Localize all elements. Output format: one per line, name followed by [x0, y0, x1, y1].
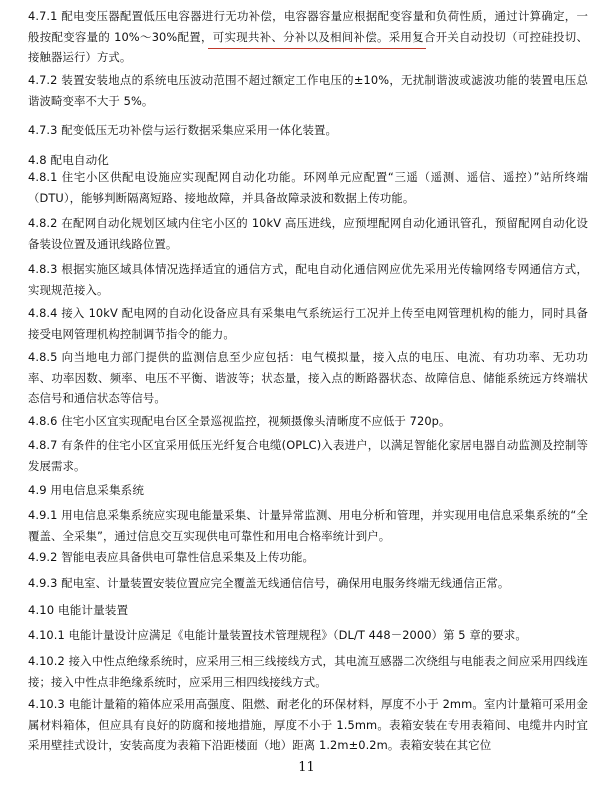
- para-4-8-7: 4.8.7 有条件的住宅小区宜采用低压光纤复合电缆(OPLC)入表进户，以满足智能化家居电器自动监测及控制等发展需求。: [28, 438, 588, 473]
- para-4-8-4: 4.8.4 接入 10kV 配电网的自动化设备应具有采集电气系统运行工况并上传至电网管理机构的能力，同时具备接受电网管理机构控制调节指令的能力。: [28, 306, 588, 341]
- para-4-9-2: 4.9.2 智能电表应具备供电可靠性信息采集及上传功能。: [28, 550, 314, 564]
- heading-4-10: 4.10 电能计量装置: [28, 603, 129, 617]
- para-4-9-1: 4.9.1 用电信息采集系统应实现电能量采集、计量异常监测、用电分析和管理，并实现用电信息采集系统的“全覆盖、全采集”，通过信息交互实现供电可靠性和用电合格率统计到户。: [28, 508, 588, 543]
- para-4-10-3: 4.10.3 电能计量箱的箱体应采用高强度、阻燃、耐老化的环保材料，厚度不小于 2mm。室内计量箱可采用金属材料箱体，但应具有良好的防腐和接地措施，厚度不小于 1.5mm。表箱安装在专用表箱间、电缆井内时宜采用壁挂式设计，安装高度为表箱下沿距楼面（地）距离 1.2m±0.2m。表箱安装在其它位: [28, 697, 588, 752]
- para-4-8-2: 4.8.2 在配网自动化规划区域内住宅小区的 10kV 高压进线，应预埋配网自动化通讯管孔，预留配网自动化设备装设位置及通讯线路位置。: [28, 216, 588, 251]
- para-4-10-2: 4.10.2 接入中性点绝缘系统时，应采用三相三线接线方式，其电流互感器二次绕组与电能表之间应采用四线连接；接入中性点非绝缘系统时，应采用三相四线接线方式。: [28, 654, 588, 689]
- red-underline-annotation: [208, 48, 426, 49]
- page-number: 11: [298, 760, 315, 775]
- heading-4-8: 4.8 配电自动化: [28, 153, 109, 167]
- para-4-7-3: 4.7.3 配变低压无功补偿与运行数据采集应采用一体化装置。: [28, 123, 337, 137]
- para-4-8-6: 4.8.6 住宅小区宜实现配电台区全景巡视监控，视频摄像头清晰度不应低于 720p。: [28, 414, 451, 428]
- para-4-8-1: 4.8.1 住宅小区供配电设施应实现配网自动化功能。环网单元应配置“三遥（遥测、遥信、遥控）”站所终端（DTU），能够判断隔离短路、接地故障，并具备故障录波和数据上传功能。: [28, 170, 588, 205]
- para-4-7-1: 4.7.1 配电变压器配置低压电容器进行无功补偿，电容器容量应根据配变容量和负荷性质，通过计算确定，一般按配变容量的 10%～30%配置，可实现共补、分补以及相间补偿。采用复合开关自动投切（可控硅投切、接触器运行）方式。: [28, 9, 588, 64]
- para-4-10-1: 4.10.1 电能计量设计应满足《电能计量装置技术管理规程》（DL/T 448－2000）第 5 章的要求。: [28, 628, 527, 642]
- para-4-8-5: 4.8.5 向当地电力部门提供的监测信息至少应包括：电气模拟量，接入点的电压、电流、有功功率、无功功率、功率因数、频率、电压不平衡、谐波等；状态量，接入点的断路器状态、故障信息、储能系统远方终端状态信号和通信状态等信号。: [28, 350, 588, 405]
- para-4-9-3: 4.9.3 配电室、计量装置安装位置应完全覆盖无线通信信号，确保用电服务终端无线通信正常。: [28, 576, 510, 590]
- para-4-7-2: 4.7.2 装置安装地点的系统电压波动范围不超过额定工作电压的±10%，无扰制谐波或滤波功能的装置电压总谐波畸变率不大于 5%。: [28, 73, 588, 108]
- para-4-8-3: 4.8.3 根据实施区域具体情况选择适宜的通信方式，配电自动化通信网应优先采用光传输网络专网通信方式，实现规范接入。: [28, 262, 588, 297]
- heading-4-9: 4.9 用电信息采集系统: [28, 483, 145, 497]
